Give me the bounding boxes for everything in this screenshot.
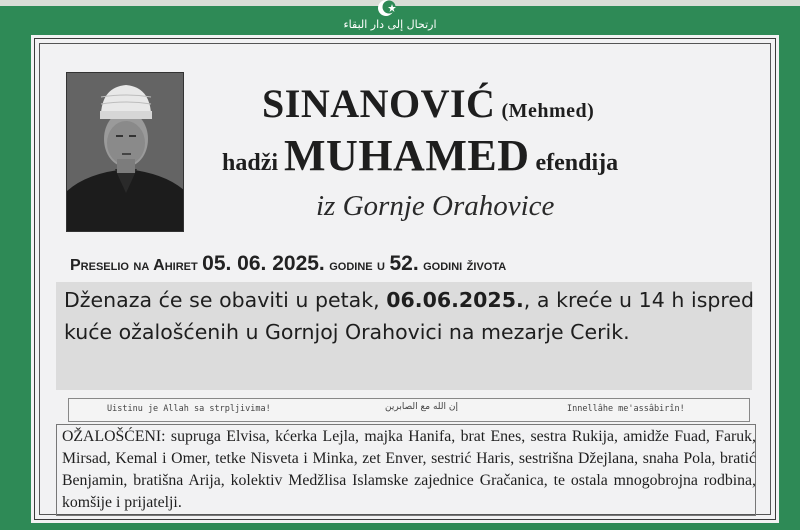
quote-arabic: إن الله مع الصابرين bbox=[385, 402, 458, 412]
deceased-surname bbox=[262, 80, 594, 127]
title-suffix: efendija bbox=[535, 150, 619, 176]
deceased-origin: iz Gornje Orahovice bbox=[316, 190, 555, 222]
death-date-line bbox=[70, 252, 506, 276]
crescent-star-icon bbox=[376, 0, 398, 18]
funeral-part2: , a kreće u 14 h ispred kuće ožalošćenih u Gornjoj Orahovici na mezarje Cerik. bbox=[64, 288, 754, 344]
zivota-label: godini života bbox=[423, 257, 507, 274]
title-prefix: hadži bbox=[222, 150, 279, 176]
age-value: 52. bbox=[389, 252, 419, 275]
deceased-name-line bbox=[222, 130, 618, 181]
quote-transliteration: Innellâhe me'assâbirîn! bbox=[567, 404, 685, 414]
quote-bar bbox=[68, 398, 750, 422]
preselio-label: Preselio na Ahiret bbox=[70, 257, 198, 274]
mourners-list: OŽALOŠĆENI: supruga Elvisa, kćerka Lejla, majka Hanifa, brat Enes, sestra Rukija, amidže Fuad, Faruk, Mirsad, Kemal i Omer, tetke Nisveta i Minka, zet Enver, sestrić Haris, sestrišna Džejlana, snaha Pola, bratić Benjamin, bratišna Arija, kolektiv Medžlisa Islamske zajednice Gračanica, te ostala mnogobrojna rodbina, komšije i prijatelji. bbox=[62, 428, 756, 511]
funeral-date: 06.06.2025. bbox=[386, 288, 524, 312]
quote-bosnian: Uistinu je Allah sa strpljivima! bbox=[107, 404, 271, 414]
death-date: 05. 06. 2025. bbox=[202, 252, 325, 275]
funeral-part1: Dženaza će se obaviti u petak, bbox=[64, 288, 380, 312]
deceased-photo bbox=[66, 72, 184, 232]
godine-label: godine u bbox=[329, 257, 386, 274]
father-name: (Mehmed) bbox=[501, 100, 595, 122]
deceased-first-name: MUHAMED bbox=[284, 131, 530, 180]
surname-text: SINANOVIĆ bbox=[262, 81, 496, 126]
funeral-announcement bbox=[64, 284, 754, 348]
arabic-header: ارتحال إلى دار البقاء bbox=[343, 18, 437, 31]
top-strip bbox=[0, 0, 800, 6]
